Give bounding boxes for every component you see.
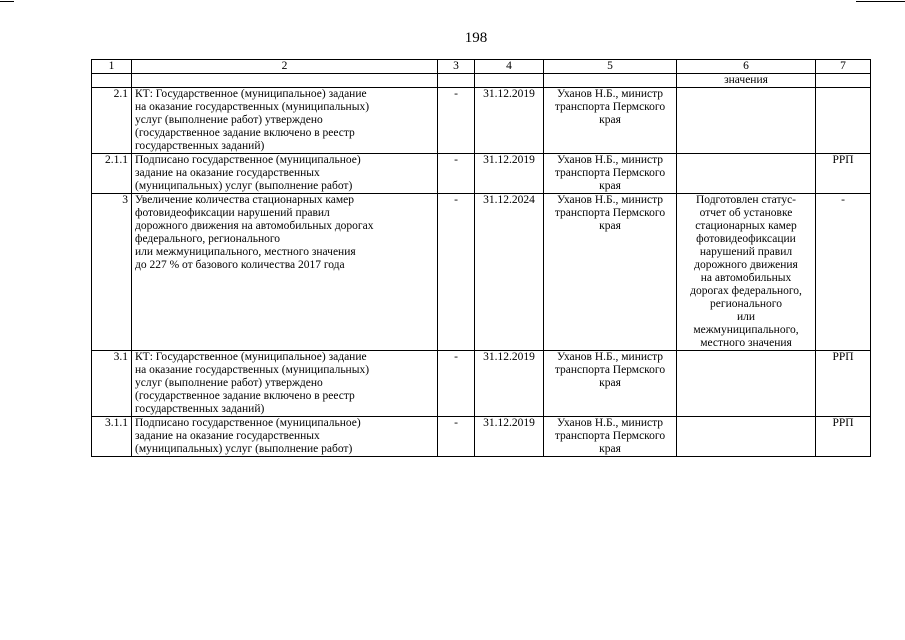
table-row: [92, 154, 871, 194]
responsible-cell: Уханов Н.Б., министр транспорта Пермского края: [544, 351, 677, 417]
table-cell: [544, 74, 677, 88]
row-number-cell: 3.1: [92, 351, 132, 417]
due-date-cell: 31.12.2019: [475, 88, 544, 154]
table-cell: [816, 74, 871, 88]
responsible-cell: Уханов Н.Б., министр транспорта Пермского края: [544, 417, 677, 457]
header-cell: 1: [92, 60, 132, 74]
header-cell: 7: [816, 60, 871, 74]
due-date-cell: 31.12.2019: [475, 351, 544, 417]
scan-edge-line-left: [0, 1, 14, 2]
due-date-cell: 31.12.2019: [475, 417, 544, 457]
column7-cell: РРП: [816, 351, 871, 417]
result-cell: [677, 351, 816, 417]
row-number-cell: 3: [92, 194, 132, 351]
column3-cell: -: [438, 154, 475, 194]
due-date-cell: 31.12.2019: [475, 154, 544, 194]
column3-cell: -: [438, 88, 475, 154]
header-cell: 4: [475, 60, 544, 74]
result-cell: [677, 154, 816, 194]
header-cell: 2: [132, 60, 438, 74]
table-row: [92, 417, 871, 457]
responsible-cell: Уханов Н.Б., министр транспорта Пермского края: [544, 194, 677, 351]
column3-cell: -: [438, 351, 475, 417]
task-text-cell: Подписано государственное (муниципальное) задание на оказание государственных (муниципальных) услуг (выполнение работ): [132, 417, 438, 457]
column7-cell: РРП: [816, 154, 871, 194]
header-row: [92, 60, 871, 74]
column7-cell: [816, 88, 871, 154]
row-number-cell: 2.1.1: [92, 154, 132, 194]
responsible-cell: Уханов Н.Б., министр транспорта Пермского края: [544, 154, 677, 194]
column3-cell: -: [438, 194, 475, 351]
table-row: [92, 194, 871, 351]
continuation-row: [92, 74, 871, 88]
table-body: [92, 88, 871, 457]
column3-cell: -: [438, 417, 475, 457]
table-cell: [132, 74, 438, 88]
result-cell: [677, 417, 816, 457]
responsible-cell: Уханов Н.Б., министр транспорта Пермского края: [544, 88, 677, 154]
table-cell: [92, 74, 132, 88]
table-cell: [438, 74, 475, 88]
plan-table: [91, 59, 871, 457]
table-row: [92, 351, 871, 417]
header-cell: 3: [438, 60, 475, 74]
task-text-cell: Увеличение количества стационарных камер фотовидеофиксации нарушений правил дорожного движения на автомобильных дорогах федерального, регионального или межмуниципального, местного значения до 227 % от базового количества 2017 года: [132, 194, 438, 351]
row-number-cell: 3.1.1: [92, 417, 132, 457]
task-text-cell: КТ: Государственное (муниципальное) задание на оказание государственных (муниципальных) услуг (выполнение работ) утверждено (государственное задание включено в реестр государственных заданий): [132, 351, 438, 417]
header-cell: 6: [677, 60, 816, 74]
table-cell: [475, 74, 544, 88]
row-number-cell: 2.1: [92, 88, 132, 154]
task-text-cell: КТ: Государственное (муниципальное) задание на оказание государственных (муниципальных) услуг (выполнение работ) утверждено (государственное задание включено в реестр государственных заданий): [132, 88, 438, 154]
column7-cell: РРП: [816, 417, 871, 457]
page-number: 198: [464, 30, 488, 46]
scan-edge-line-right: [856, 1, 905, 2]
due-date-cell: 31.12.2024: [475, 194, 544, 351]
task-text-cell: Подписано государственное (муниципальное) задание на оказание государственных (муниципальных) услуг (выполнение работ): [132, 154, 438, 194]
result-cell: Подготовлен статус- отчет об установке стационарных камер фотовидеофиксации нарушений правил дорожного движения на автомобильных дорогах федерального, регионального или межмуниципального, местного значения: [677, 194, 816, 351]
header-cell: 5: [544, 60, 677, 74]
table-row: [92, 88, 871, 154]
result-cell: [677, 88, 816, 154]
table-cell: значения: [677, 74, 816, 88]
column7-cell: -: [816, 194, 871, 351]
